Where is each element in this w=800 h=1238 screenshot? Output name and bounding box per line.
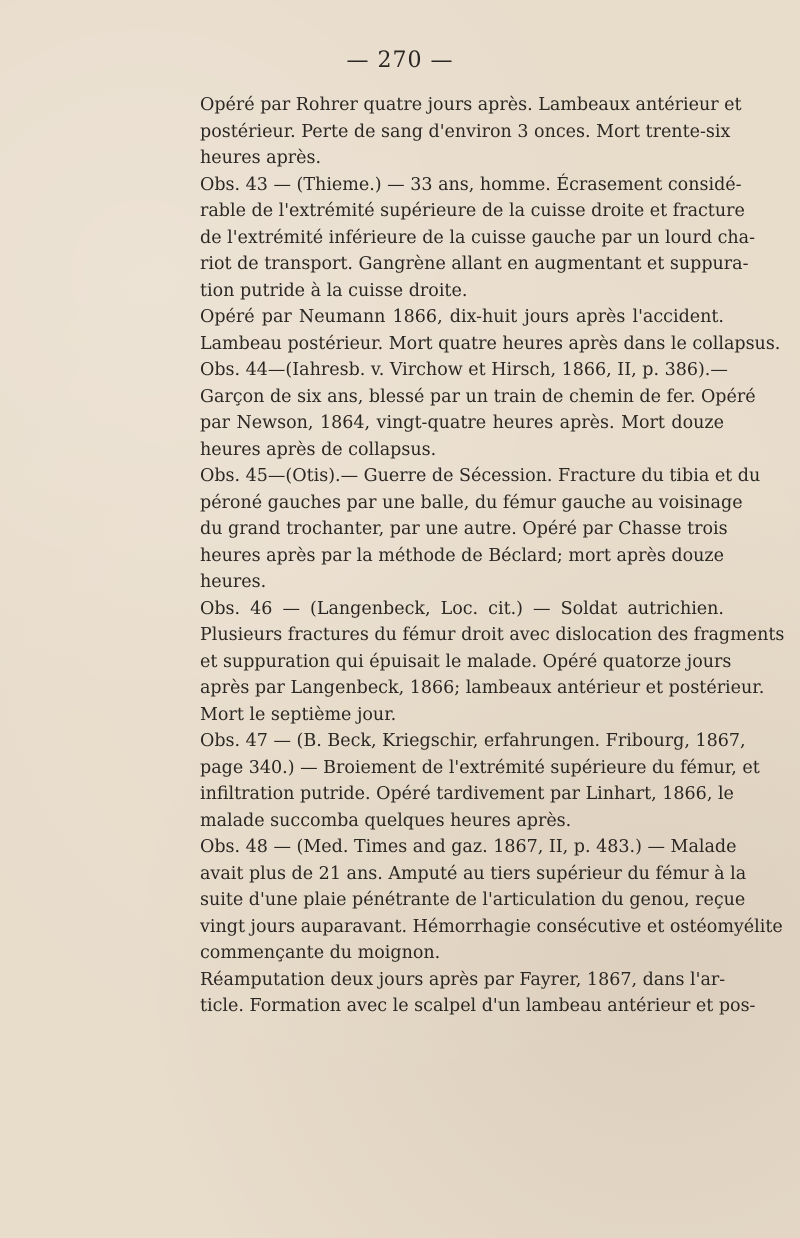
text-line: par Newson, 1864, vingt-quatre heures après. Mort douze (200, 413, 724, 433)
text-line: Obs. 44—(Iahresb. v. Virchow et Hirsch, 1866, II, p. 386).— (200, 360, 728, 380)
text-line: heures après de collapsus. (200, 439, 437, 460)
text-line: heures après par la méthode de Béclard; mort après douze (200, 545, 724, 566)
text-line: Obs. 43 — (Thieme.) — 33 ans, homme. Écrasement considé- (200, 174, 742, 195)
text-line: Mort le septième jour. (200, 704, 397, 725)
text-line: Garçon de six ans, blessé par un train de chemin de fer. Opéré (200, 386, 756, 407)
text-line: Opéré par Neumann 1866, dix-huit jours après l'accident. (200, 307, 724, 327)
paragraph (176, 92, 742, 172)
text-line: Obs. 47 — (B. Beck, Kriegschir, erfahrungen. Fribourg, 1867, (200, 731, 746, 751)
text-line: Obs. 46 — (Langenbeck, Loc. cit.) — Soldat autrichien. (200, 598, 724, 619)
text-line: infiltration putride. Opéré tardivement par Linhart, 1866, le (200, 784, 734, 804)
text-line: malade succomba quelques heures après. (200, 810, 572, 831)
text-line: Opéré par Rohrer quatre jours après. Lambeaux antérieur et (200, 95, 742, 115)
text-line: commençante du moignon. (200, 943, 441, 963)
text-line: vingt jours auparavant. Hémorrhagie consécutive et ostéomyélite (200, 916, 783, 937)
text-line: ticle. Formation avec le scalpel d'un lambeau antérieur et pos- (200, 996, 756, 1016)
text-line: rable de l'extrémité supérieure de la cuisse droite et fracture (200, 201, 745, 221)
text-line: Plusieurs fractures du fémur droit avec dislocation des fragments (200, 625, 785, 645)
paragraph (176, 596, 785, 729)
text-line: du grand trochanter, par une autre. Opéré par Chasse trois (200, 519, 728, 539)
text-line: péroné gauches par une balle, du fémur gauche au voisinage (200, 492, 743, 513)
text-line: après par Langenbeck, 1866; lambeaux antérieur et postérieur. (200, 678, 765, 698)
paragraph (176, 834, 783, 967)
text-line: heures. (200, 572, 267, 592)
text-line: page 340.) — Broiement de l'extrémité supérieure du fémur, et (200, 757, 760, 778)
body-text (176, 92, 785, 1020)
paragraph (176, 463, 761, 596)
paragraph (176, 304, 781, 357)
text-line: heures après. (200, 148, 322, 168)
text-line: Obs. 45—(Otis).— Guerre de Sécession. Fracture du tibia et du (200, 466, 761, 486)
paragraph (176, 172, 756, 305)
text-line: Lambeau postérieur. Mort quatre heures après dans le collapsus. (200, 333, 781, 354)
text-line: postérieur. Perte de sang d'environ 3 onces. Mort trente-six (200, 121, 731, 142)
text-line: tion putride à la cuisse droite. (200, 280, 468, 301)
text-line: suite d'une plaie pénétrante de l'articulation du genou, reçue (200, 890, 746, 910)
text-line: de l'extrémité inférieure de la cuisse gauche par un lourd cha- (200, 227, 756, 248)
text-line: Obs. 48 — (Med. Times and gaz. 1867, II, p. 483.) — Malade (200, 837, 737, 857)
text-line: riot de transport. Gangrène allant en augmentant et suppura- (200, 254, 749, 274)
paragraph (176, 357, 756, 463)
paragraph (176, 728, 760, 834)
page-number: — 270 — (346, 48, 454, 73)
text-line: Réamputation deux jours après par Fayrer, 1867, dans l'ar- (200, 969, 726, 990)
text-line: et suppuration qui épuisait le malade. Opéré quatorze jours (200, 651, 732, 672)
paragraph (176, 967, 756, 1020)
text-line: avait plus de 21 ans. Amputé au tiers supérieur du fémur à la (200, 863, 747, 884)
